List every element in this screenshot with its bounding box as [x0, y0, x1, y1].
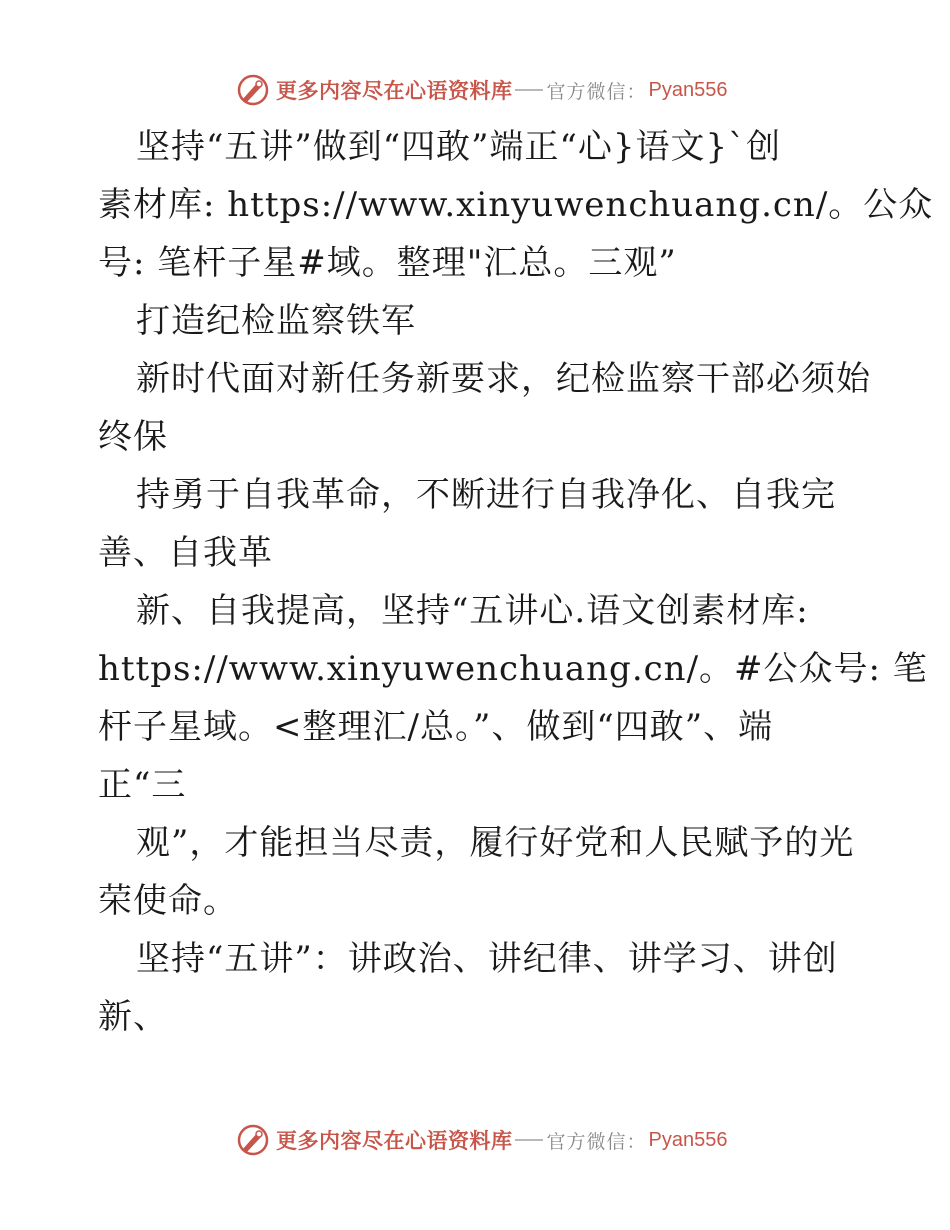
footer-wechat-id: Pyan556 — [648, 1128, 728, 1151]
paragraph-line: 坚持“五讲”：讲政治、讲纪律、讲学习、讲创 — [136, 939, 838, 979]
header-brand-text: 更多内容尽在心语资料库 — [276, 78, 513, 103]
header-wechat-id: Pyan556 — [648, 78, 728, 101]
pen-logo-icon — [236, 73, 270, 107]
paragraph-line: 杆子星域。<整理汇/总。”、做到“四敢”、端 — [98, 707, 774, 747]
paragraph-line: 素材库: https://www.xinyuwenchuang.cn/。公众 — [98, 185, 934, 225]
paragraph-line: https://www.xinyuwenchuang.cn/。#公众号: 笔 — [98, 649, 928, 689]
paragraph-line: 观”，才能担当尽责，履行好党和人民赋予的光 — [136, 823, 855, 863]
footer-banner — [236, 1120, 756, 1160]
document-body — [98, 118, 934, 1046]
footer-official-label: 官方微信： — [546, 1130, 647, 1153]
paragraph-line: 终保 — [98, 417, 168, 457]
paragraph-line: 坚持“五讲”做到“四敢”端正“心}语文}`创 — [136, 127, 782, 167]
header-banner — [236, 70, 756, 110]
paragraph-line: 善、自我革 — [98, 533, 273, 573]
footer-divider — [515, 1139, 543, 1141]
pen-logo-icon — [236, 1123, 270, 1157]
paragraph-line: 新时代面对新任务新要求，纪检监察干部必须始 — [136, 359, 871, 399]
paragraph-line: 新、自我提高，坚持“五讲心.语文创素材库: — [136, 591, 809, 631]
header-divider — [515, 89, 543, 91]
paragraph-line: 正“三 — [98, 765, 187, 805]
header-official-label: 官方微信： — [546, 80, 647, 103]
paragraph-line: 新、 — [98, 997, 168, 1037]
paragraph-line: 打造纪检监察铁军 — [136, 301, 416, 341]
paragraph-line: 持勇于自我革命，不断进行自我净化、自我完 — [136, 475, 836, 515]
paragraph-line: 号: 笔杆子星#域。整理"汇总。三观” — [98, 243, 677, 283]
paragraph-line: 荣使命。 — [98, 881, 238, 921]
footer-brand-text: 更多内容尽在心语资料库 — [276, 1128, 513, 1153]
